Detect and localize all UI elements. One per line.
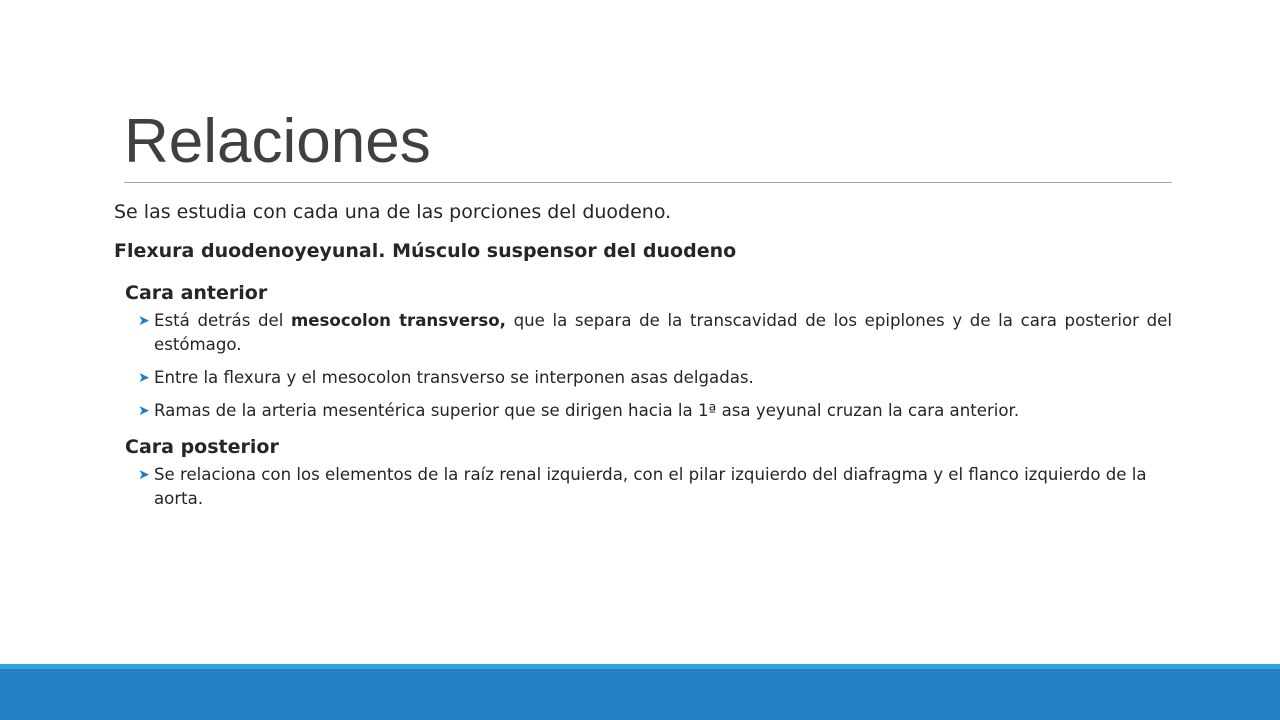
intro-text: Se las estudia con cada una de las porciones del duodeno. — [114, 201, 672, 223]
arrowhead-bullet-icon: ➤ — [138, 370, 150, 386]
footer-bar — [0, 669, 1280, 720]
list-item — [138, 463, 1172, 511]
bullet-text: Entre la flexura y el mesocolon transverso se interponen asas delgadas. — [154, 368, 754, 387]
bullet-text-pre: Está detrás del — [154, 311, 291, 330]
title-divider — [124, 182, 1172, 183]
list-item — [138, 309, 1172, 357]
cara-posterior-list — [114, 463, 1172, 511]
section-heading: Flexura duodenoyeyunal. Músculo suspensor del duodeno — [114, 240, 737, 262]
bullet-text-post: que la separa de la transcavidad de los epiplones y de la cara posterior del estómago. — [154, 311, 1172, 354]
bullet-text: Ramas de la arteria mesentérica superior que se dirigen hacia la 1ª asa yeyunal cruzan la cara anterior. — [154, 401, 1020, 420]
arrowhead-bullet-icon: ➤ — [138, 467, 150, 483]
bullet-text: Se relaciona con los elementos de la raíz renal izquierda, con el pilar izquierdo del diafragma y el flanco izquierdo de la aorta. — [154, 465, 1147, 508]
cara-anterior-list — [114, 309, 1172, 423]
list-item — [138, 366, 1172, 390]
list-item — [138, 399, 1172, 423]
arrowhead-bullet-icon: ➤ — [138, 313, 150, 329]
subheading-cara-anterior: Cara anterior — [125, 282, 268, 304]
arrowhead-bullet-icon: ➤ — [138, 403, 150, 419]
slide-title: Relaciones — [124, 107, 431, 176]
slide-content — [114, 197, 1172, 520]
bullet-text — [154, 311, 1172, 354]
bullet-text-bold: mesocolon transverso, — [291, 311, 506, 330]
subheading-cara-posterior: Cara posterior — [125, 436, 279, 458]
